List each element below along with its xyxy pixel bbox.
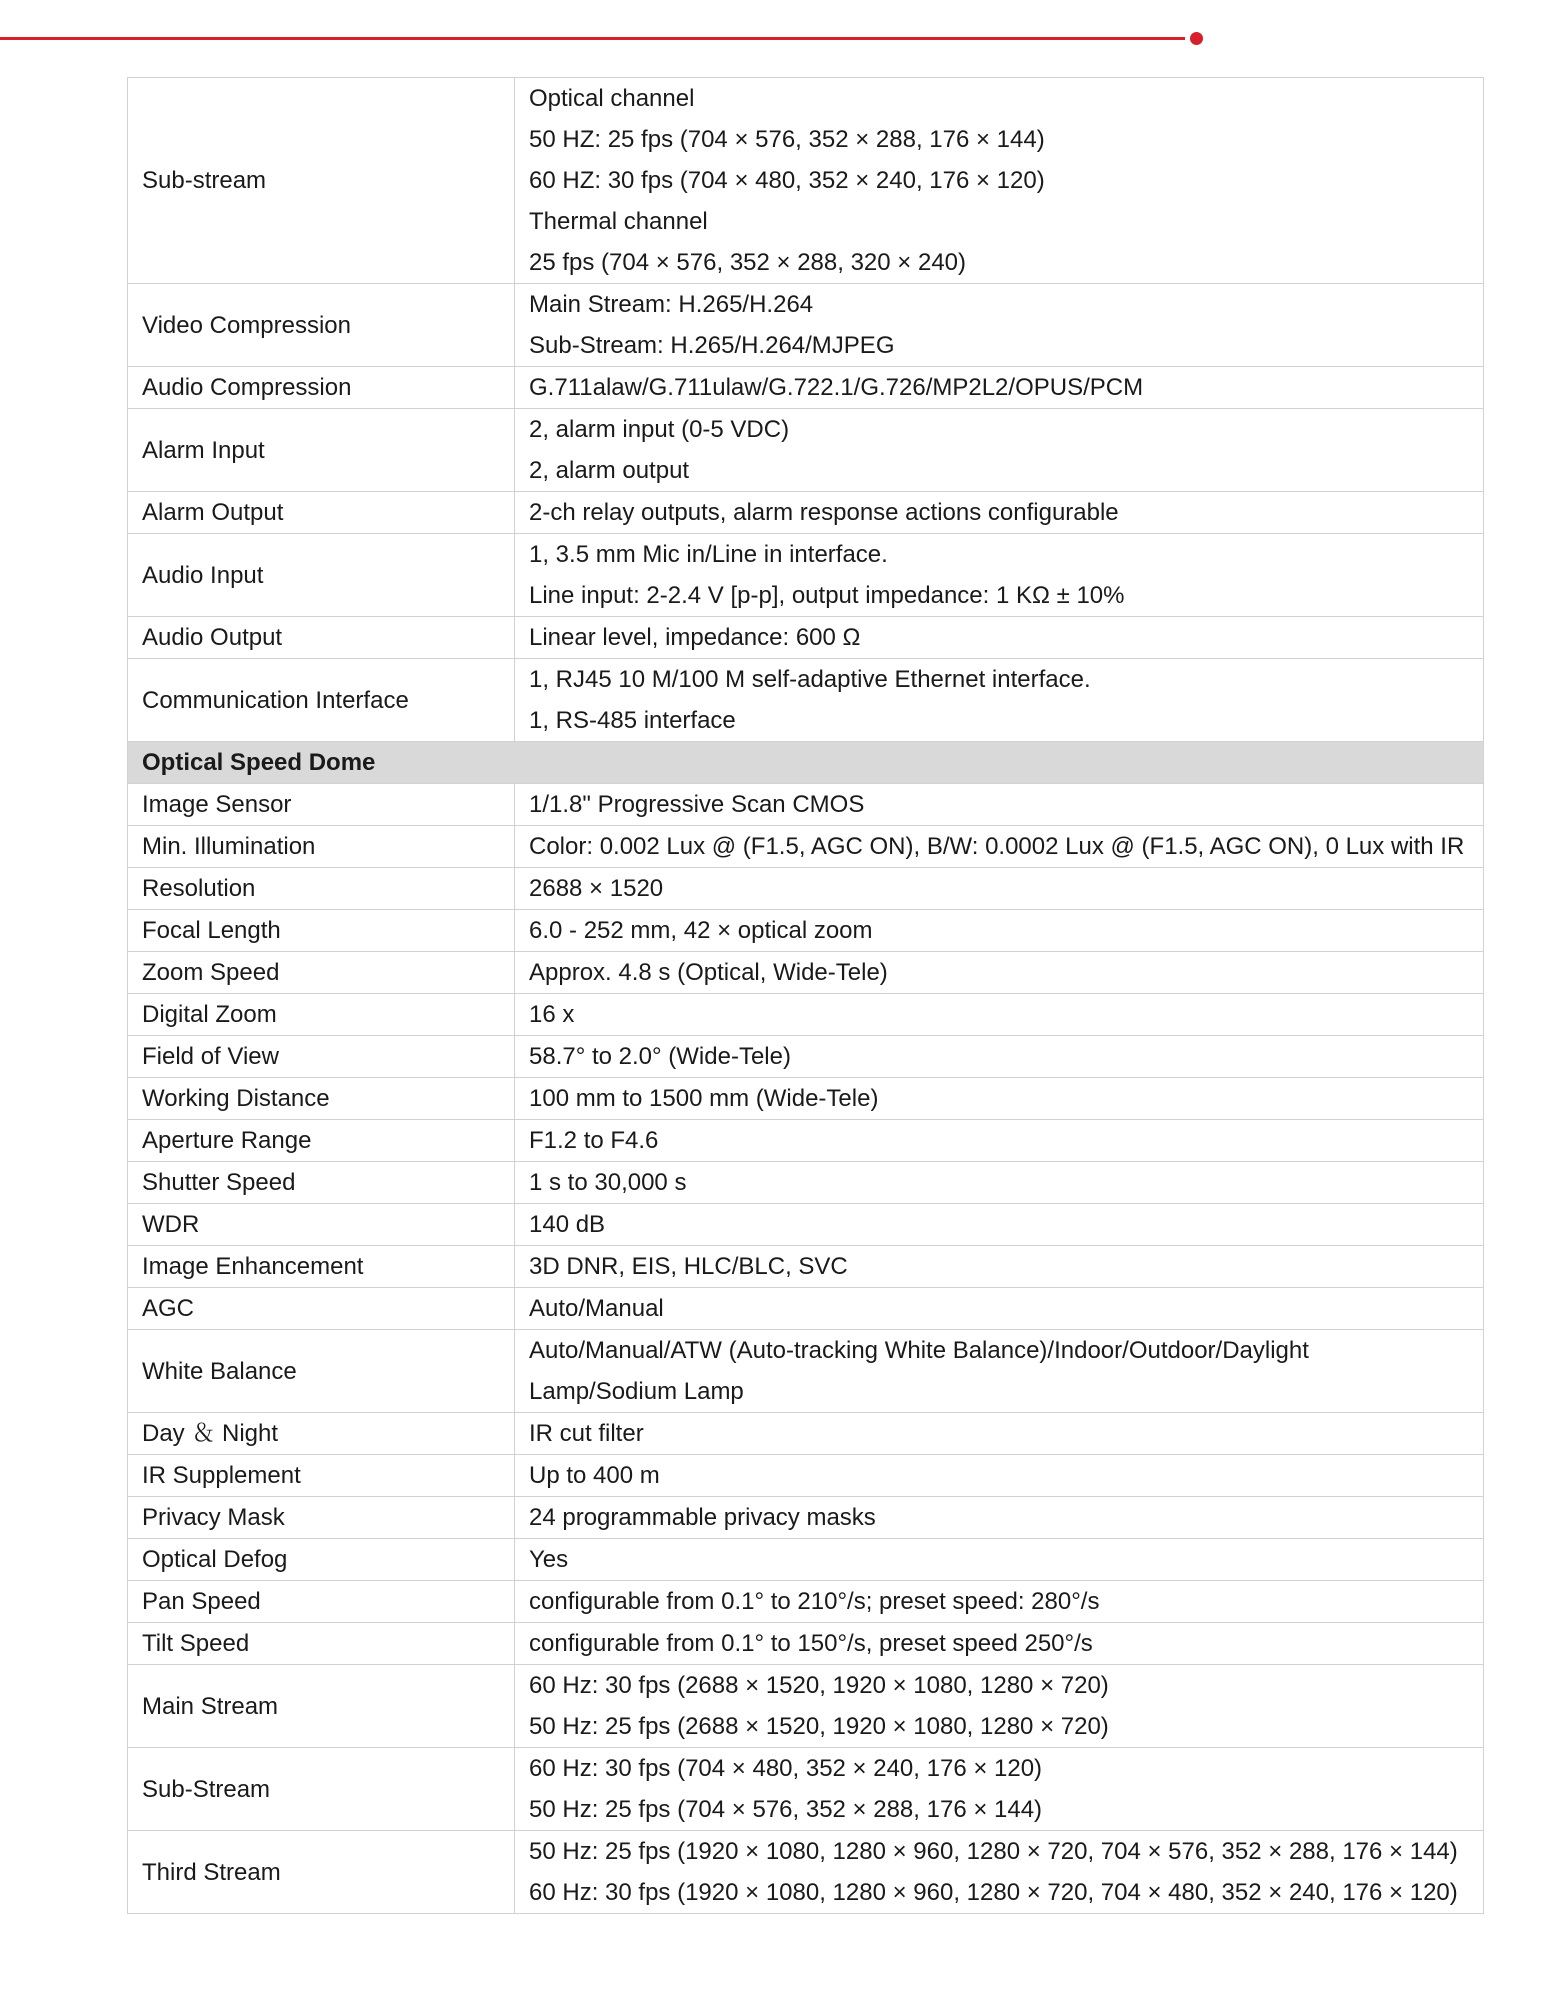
spec-value-cell (515, 1120, 1484, 1162)
spec-value-cell (515, 1246, 1484, 1288)
spec-row (128, 1623, 1484, 1665)
spec-value-line: 100 mm to 1500 mm (Wide-Tele) (529, 1085, 879, 1112)
spec-label: Audio Output (128, 617, 515, 659)
spec-row (128, 784, 1484, 826)
spec-label: Main Stream (128, 1665, 515, 1748)
spec-label: Shutter Speed (128, 1162, 515, 1204)
spec-row (128, 1120, 1484, 1162)
spec-label: Pan Speed (128, 1581, 515, 1623)
spec-value-line: 60 Hz: 30 fps (2688 × 1520, 1920 × 1080, 1280 × 720) (529, 1672, 1109, 1699)
spec-label: Aperture Range (128, 1120, 515, 1162)
spec-value-cell (515, 78, 1484, 284)
spec-row (128, 409, 1484, 492)
spec-value-cell (515, 1831, 1484, 1914)
spec-row (128, 1665, 1484, 1748)
spec-value-line: Color: 0.002 Lux @ (F1.5, AGC ON), B/W: 0.0002 Lux @ (F1.5, AGC ON), 0 Lux with IR (529, 833, 1465, 860)
spec-value-cell (515, 284, 1484, 367)
spec-value-line: 60 Hz: 30 fps (704 × 480, 352 × 240, 176 × 120) (529, 1755, 1043, 1782)
spec-value-line: 16 x (529, 1001, 575, 1028)
spec-value-cell (515, 1204, 1484, 1246)
spec-label: Third Stream (128, 1831, 515, 1914)
spec-label: Optical Defog (128, 1539, 515, 1581)
spec-value-line: 24 programmable privacy masks (529, 1504, 876, 1531)
spec-label: Alarm Input (128, 409, 515, 492)
spec-value-cell (515, 1162, 1484, 1204)
spec-value-line: Thermal channel (529, 208, 708, 235)
spec-value-line: Approx. 4.8 s (Optical, Wide-Tele) (529, 959, 888, 986)
spec-value-cell (515, 492, 1484, 534)
spec-row (128, 1413, 1484, 1455)
spec-row (128, 1162, 1484, 1204)
spec-label: Image Sensor (128, 784, 515, 826)
spec-row (128, 1078, 1484, 1120)
spec-value-line: Line input: 2-2.4 V [p-p], output impedance: 1 KΩ ± 10% (529, 582, 1125, 609)
spec-label: Resolution (128, 868, 515, 910)
spec-row (128, 1831, 1484, 1914)
spec-label: Communication Interface (128, 659, 515, 742)
spec-label: Alarm Output (128, 492, 515, 534)
spec-label: Audio Compression (128, 367, 515, 409)
spec-value-cell (515, 1330, 1484, 1413)
spec-value-line: Optical channel (529, 85, 695, 112)
spec-value-cell (515, 367, 1484, 409)
spec-table-body (128, 78, 1484, 1914)
spec-value-cell (515, 409, 1484, 492)
spec-row (128, 1246, 1484, 1288)
spec-value-line: 2-ch relay outputs, alarm response actions configurable (529, 499, 1119, 526)
spec-value-cell (515, 994, 1484, 1036)
spec-value-cell (515, 1497, 1484, 1539)
spec-row (128, 1330, 1484, 1413)
spec-label: Tilt Speed (128, 1623, 515, 1665)
spec-value-cell (515, 1581, 1484, 1623)
spec-row (128, 826, 1484, 868)
spec-value-line: 50 HZ: 25 fps (704 × 576, 352 × 288, 176 × 144) (529, 126, 1045, 153)
spec-value-line: Up to 400 m (529, 1462, 660, 1489)
spec-value-line: 1/1.8" Progressive Scan CMOS (529, 791, 865, 818)
spec-value-line: 60 HZ: 30 fps (704 × 480, 352 × 240, 176 × 120) (529, 167, 1045, 194)
spec-value-cell (515, 1539, 1484, 1581)
spec-row (128, 367, 1484, 409)
spec-value-line: Lamp/Sodium Lamp (529, 1378, 744, 1405)
spec-value-line: 2, alarm output (529, 457, 690, 484)
spec-label: Zoom Speed (128, 952, 515, 994)
spec-row (128, 1036, 1484, 1078)
spec-value-cell (515, 1078, 1484, 1120)
spec-value-line: 58.7° to 2.0° (Wide-Tele) (529, 1043, 791, 1070)
spec-label: Privacy Mask (128, 1497, 515, 1539)
spec-value-cell (515, 784, 1484, 826)
header-rule (0, 37, 1185, 40)
spec-value-line: 1 s to 30,000 s (529, 1169, 687, 1196)
spec-label: Sub-stream (128, 78, 515, 284)
spec-value-line: 50 Hz: 25 fps (2688 × 1520, 1920 × 1080, 1280 × 720) (529, 1713, 1109, 1740)
spec-value-cell (515, 868, 1484, 910)
spec-value-line: configurable from 0.1° to 150°/s, preset speed 250°/s (529, 1630, 1093, 1657)
spec-value-line: 1, 3.5 mm Mic in/Line in interface. (529, 541, 888, 568)
spec-value-line: Auto/Manual (529, 1295, 664, 1322)
spec-row (128, 1497, 1484, 1539)
spec-value-line: 2688 × 1520 (529, 875, 664, 902)
spec-label: Field of View (128, 1036, 515, 1078)
spec-value-line: Main Stream: H.265/H.264 (529, 291, 814, 318)
spec-value-cell (515, 1288, 1484, 1330)
spec-row (128, 1455, 1484, 1497)
spec-row (128, 78, 1484, 284)
spec-label: Day ＆ Night (128, 1413, 515, 1455)
spec-label: Audio Input (128, 534, 515, 617)
spec-row (128, 1581, 1484, 1623)
spec-label: Image Enhancement (128, 1246, 515, 1288)
spec-label: White Balance (128, 1330, 515, 1413)
spec-value-cell (515, 1665, 1484, 1748)
spec-value-line: 6.0 - 252 mm, 42 × optical zoom (529, 917, 873, 944)
spec-value-cell (515, 1036, 1484, 1078)
spec-value-line: 1, RS-485 interface (529, 707, 736, 734)
spec-value-cell (515, 534, 1484, 617)
spec-value-line: 50 Hz: 25 fps (704 × 576, 352 × 288, 176 × 144) (529, 1796, 1043, 1823)
spec-value-line: F1.2 to F4.6 (529, 1127, 659, 1154)
spec-value-line: Yes (529, 1546, 569, 1573)
spec-value-cell (515, 1748, 1484, 1831)
spec-value-cell (515, 659, 1484, 742)
spec-row (128, 659, 1484, 742)
spec-value-cell (515, 910, 1484, 952)
spec-value-line: G.711alaw/G.711ulaw/G.722.1/G.726/MP2L2/OPUS/PCM (529, 374, 1144, 401)
spec-value-cell (515, 1623, 1484, 1665)
spec-row (128, 1748, 1484, 1831)
spec-label: AGC (128, 1288, 515, 1330)
spec-value-line: 60 Hz: 30 fps (1920 × 1080, 1280 × 960, 1280 × 720, 704 × 480, 352 × 240, 176 × 120) (529, 1879, 1458, 1906)
spec-value-cell (515, 952, 1484, 994)
spec-row (128, 910, 1484, 952)
spec-row (128, 952, 1484, 994)
spec-label: Sub-Stream (128, 1748, 515, 1831)
spec-value-line: Auto/Manual/ATW (Auto-tracking White Balance)/Indoor/Outdoor/Daylight (529, 1337, 1309, 1364)
spec-value-line: 3D DNR, EIS, HLC/BLC, SVC (529, 1253, 848, 1280)
spec-row (128, 1539, 1484, 1581)
spec-value-line: 25 fps (704 × 576, 352 × 288, 320 × 240) (529, 249, 967, 276)
spec-row (128, 868, 1484, 910)
spec-value-line: 140 dB (529, 1211, 606, 1238)
spec-row (128, 994, 1484, 1036)
spec-value-cell (515, 1455, 1484, 1497)
spec-label: IR Supplement (128, 1455, 515, 1497)
spec-value-cell (515, 617, 1484, 659)
spec-row (128, 617, 1484, 659)
spec-row (128, 284, 1484, 367)
spec-row (128, 492, 1484, 534)
spec-table (127, 77, 1484, 1914)
spec-label: Digital Zoom (128, 994, 515, 1036)
spec-value-line: Sub-Stream: H.265/H.264/MJPEG (529, 332, 895, 359)
spec-label: Video Compression (128, 284, 515, 367)
spec-value-line: configurable from 0.1° to 210°/s; preset speed: 280°/s (529, 1588, 1100, 1615)
spec-value-cell (515, 1413, 1484, 1455)
spec-value-line: Linear level, impedance: 600 Ω (529, 624, 861, 651)
section-title: Optical Speed Dome (128, 742, 1484, 784)
spec-label: Focal Length (128, 910, 515, 952)
spec-label: WDR (128, 1204, 515, 1246)
spec-value-line: 2, alarm input (0-5 VDC) (529, 416, 790, 443)
section-header-row (128, 742, 1484, 784)
header-dot (1190, 32, 1203, 45)
spec-value-line: 1, RJ45 10 M/100 M self-adaptive Ethernet interface. (529, 666, 1091, 693)
spec-label: Working Distance (128, 1078, 515, 1120)
spec-value-cell (515, 826, 1484, 868)
spec-value-line: 50 Hz: 25 fps (1920 × 1080, 1280 × 960, 1280 × 720, 704 × 576, 352 × 288, 176 × 144) (529, 1838, 1458, 1865)
spec-row (128, 534, 1484, 617)
spec-value-line: IR cut filter (529, 1420, 644, 1447)
spec-row (128, 1204, 1484, 1246)
spec-row (128, 1288, 1484, 1330)
spec-label: Min. Illumination (128, 826, 515, 868)
